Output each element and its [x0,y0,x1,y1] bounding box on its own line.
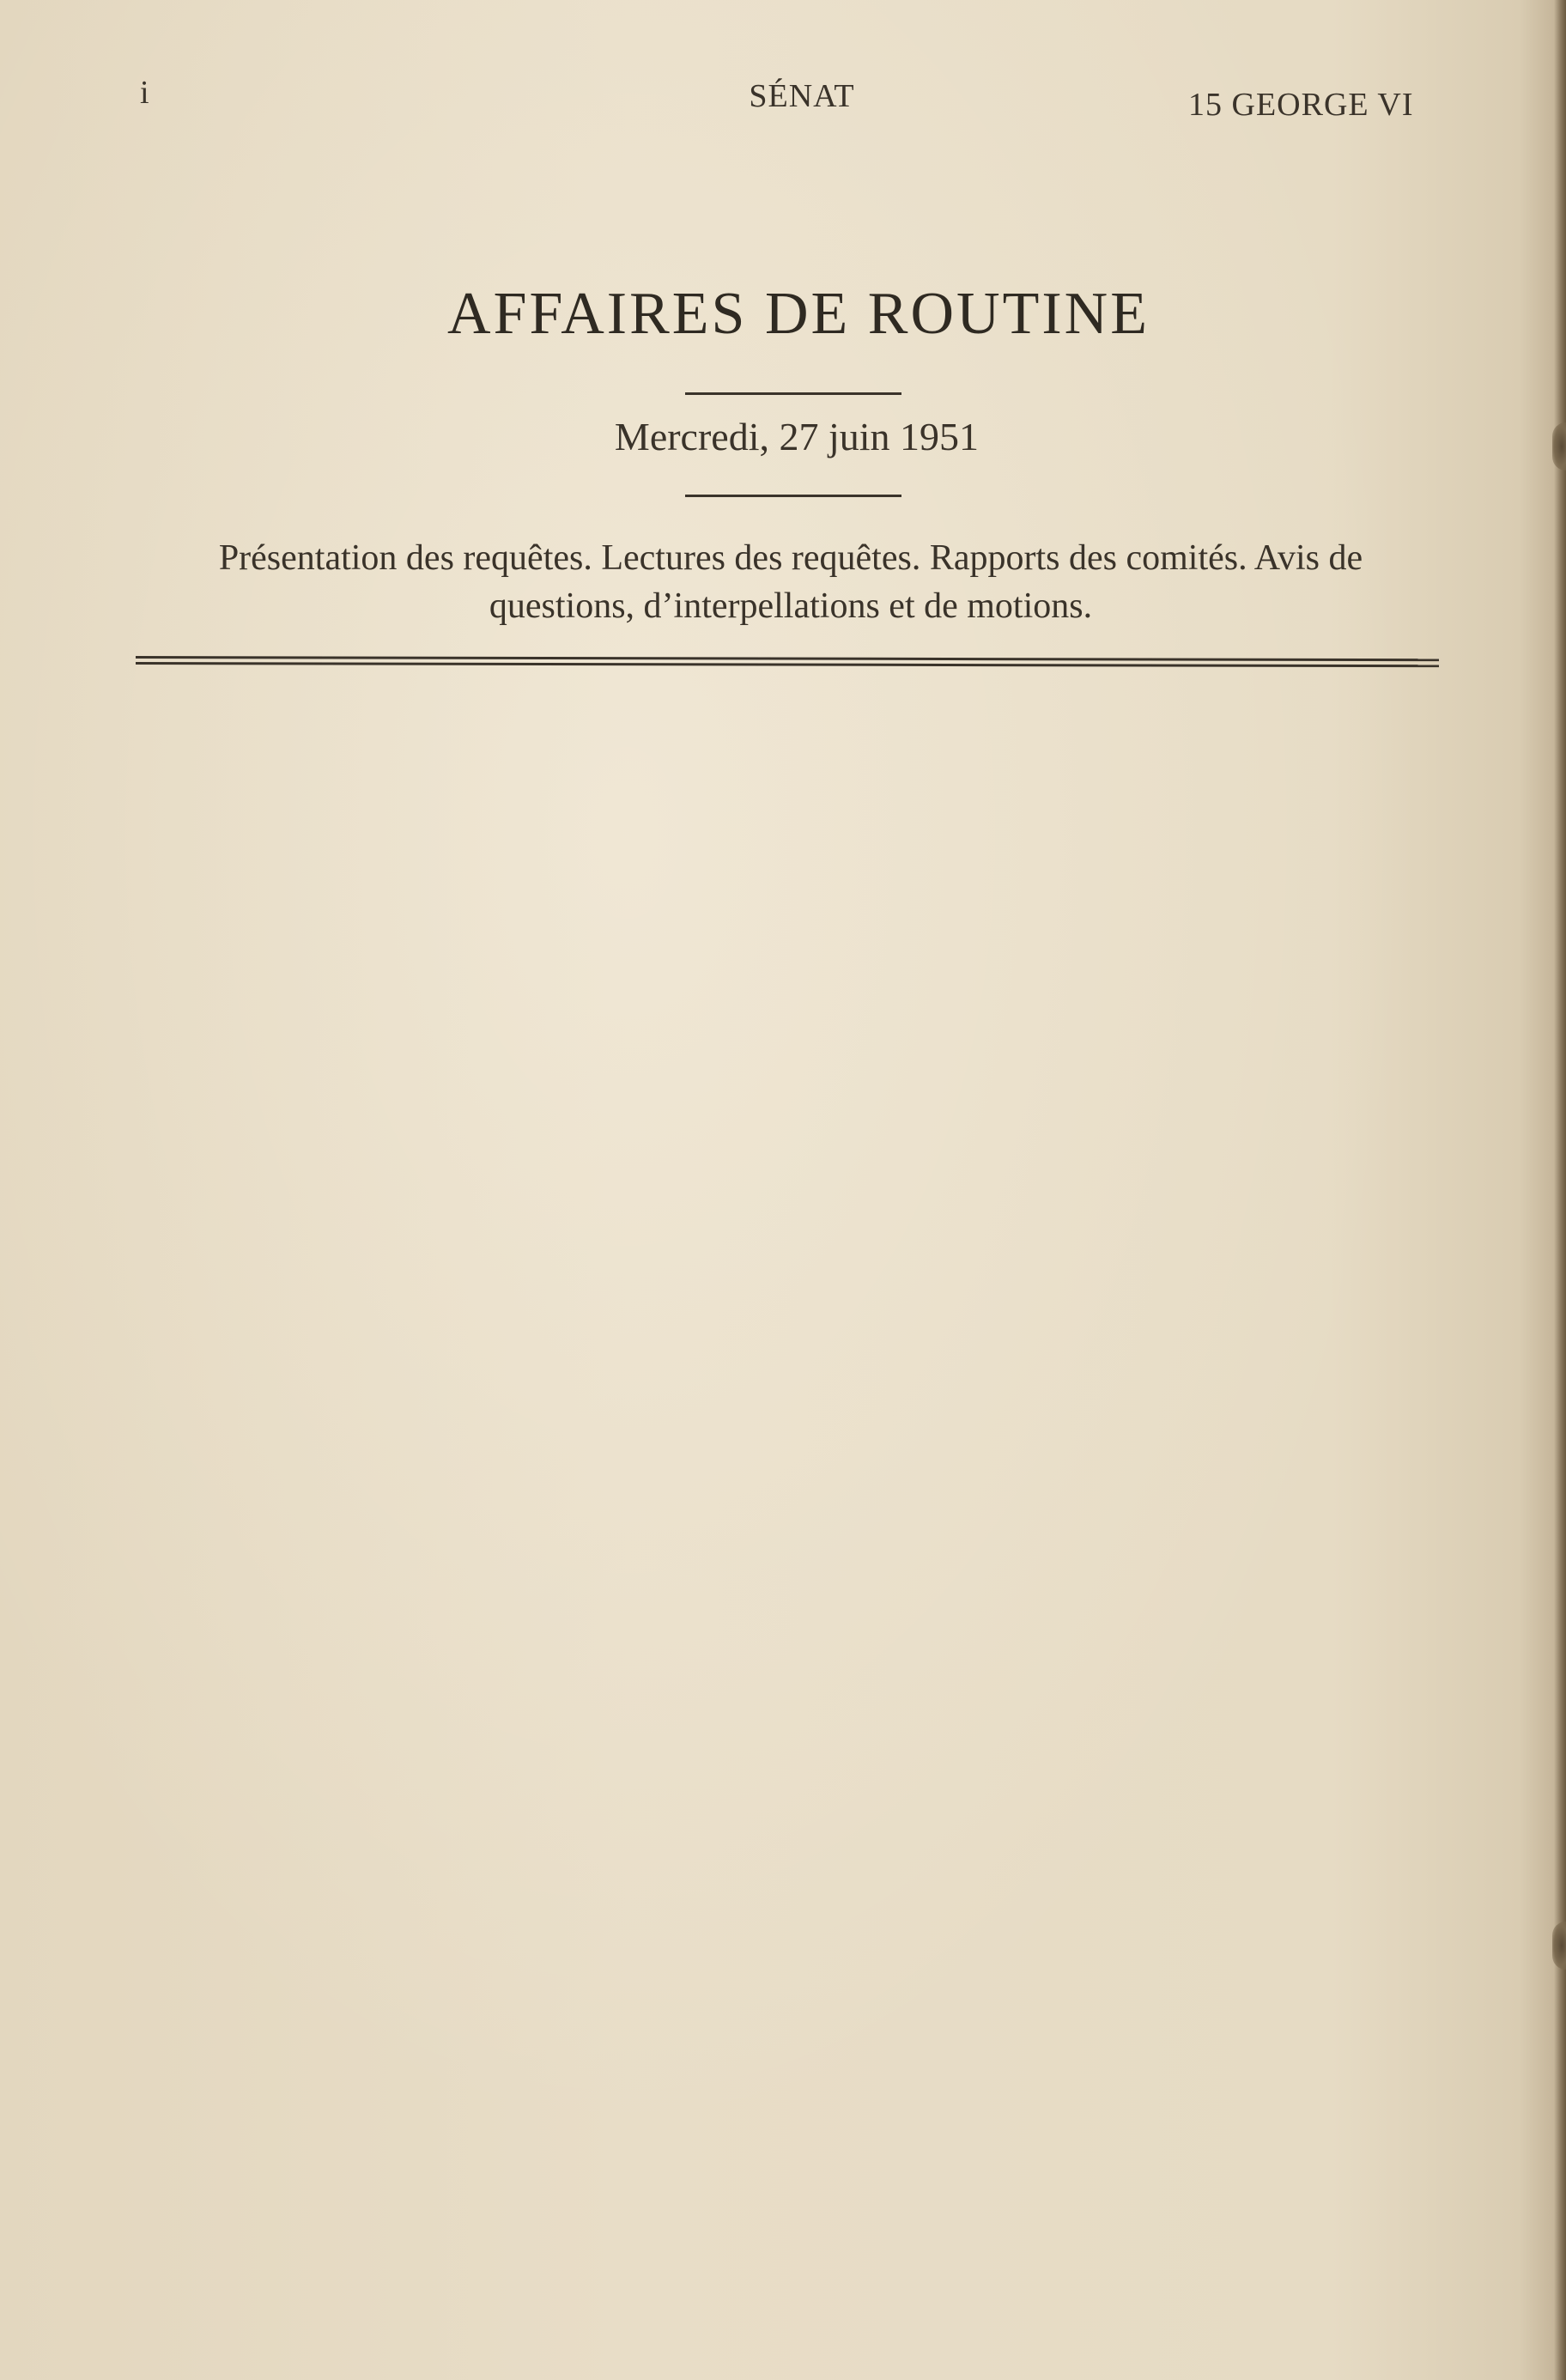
agenda-text: Présentation des requêtes. Lectures des requêtes. Rapports des comités. Avis de questions, d’interpellations et de motions. [218,538,1363,626]
date-divider [685,495,901,497]
binding-hole [1552,1922,1566,1970]
title-divider [685,392,901,395]
regnal-year: 15 GEORGE VI [1188,87,1414,123]
sitting-date: Mercredi, 27 juin 1951 [614,415,980,458]
page-title: AFFAIRES DE ROUTINE [447,281,1150,347]
page-number: i [140,75,150,111]
running-title: SÉNAT [749,78,855,114]
running-header [0,74,1566,123]
section-double-rule [136,656,1439,667]
page-edge-shadow [1554,0,1566,2380]
